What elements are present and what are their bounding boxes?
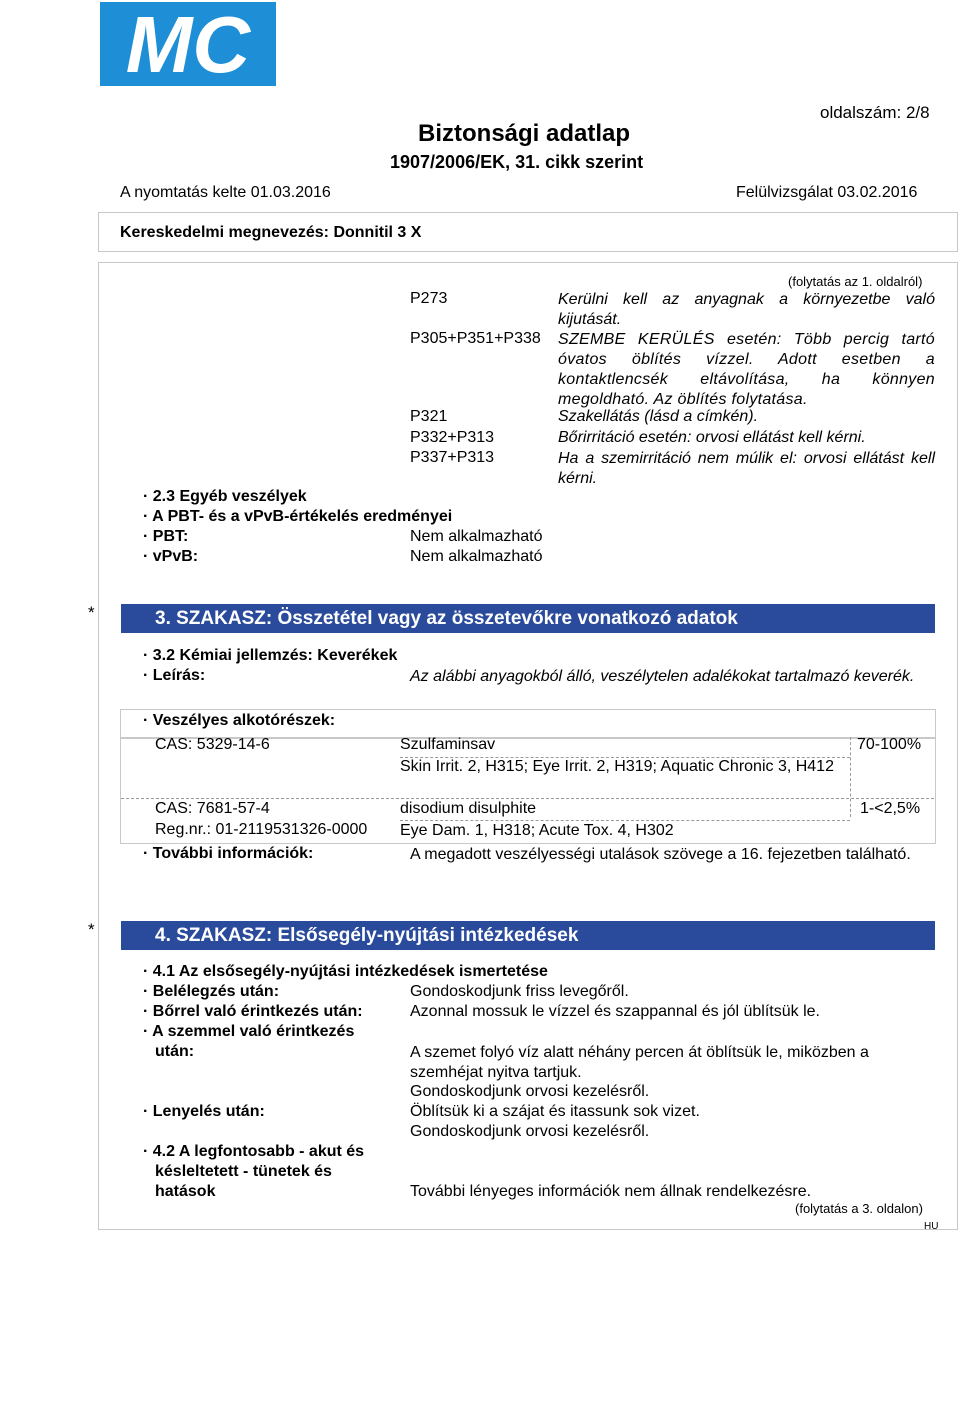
pbt-label: · PBT: [143, 528, 189, 545]
section-4-title: 4. SZAKASZ: Elsősegély-nyújtási intézkedések [121, 921, 935, 950]
inhalation-value: Gondoskodjunk friss levegőről. [410, 983, 629, 1000]
p-text: SZEMBE KERÜLÉS esetén: Több percig tartó óvatos öblítés vízzel. Adott esetben a kontaktlencsék eltávolítása, ha könnyen megoldható. Az öblítés folytatása. [558, 331, 935, 408]
document-subtitle: 1907/2006/EK, 31. cikk szerint [390, 152, 644, 172]
vpvb-label: · vPvB: [143, 548, 199, 565]
document-title: Biztonsági adatlap [418, 120, 631, 147]
table-row-name: Szulfaminsav [400, 736, 496, 753]
eye-value: Gondoskodjunk orvosi kezelésről. [410, 1083, 650, 1100]
pbt-value: Nem alkalmazható [410, 528, 543, 545]
ingestion-value: Öblítsük ki a szájat és itassunk sok vizet. [410, 1103, 700, 1120]
trade-name: Kereskedelmi megnevezés: Donnitil 3 X [120, 224, 422, 241]
more-info-label: · További információk: [143, 845, 314, 862]
table-row-classification: Skin Irrit. 2, H315; Eye Irrit. 2, H319; Aquatic Chronic 3, H412 [400, 758, 834, 775]
p-code: P305+P351+P338 [410, 330, 541, 347]
table-row-cas: CAS: 7681-57-4 [155, 800, 270, 817]
language-code: HU [924, 1221, 939, 1232]
description-value: Az alábbi anyagokból álló, veszélytelen adalékokat tartalmazó keverék. [410, 668, 915, 685]
p-code: P321 [410, 408, 448, 425]
eye-label: után: [155, 1043, 195, 1060]
ingestion-value: Gondoskodjunk orvosi kezelésről. [410, 1123, 650, 1140]
p-code: P273 [410, 290, 448, 307]
table-row-reg: Reg.nr.: 01-2119531326-0000 [155, 821, 368, 838]
inhalation-label: · Belélegzés után: [143, 983, 280, 1000]
first-aid-heading: · 4.1 Az elsősegély-nyújtási intézkedések ismertetése [143, 963, 548, 980]
pbt-heading: · A PBT- és a vPvB-értékelés eredményei [143, 508, 453, 525]
eye-label: · A szemmel való érintkezés [143, 1023, 355, 1040]
eye-value: A szemet folyó víz alatt néhány percen át öblítsük le, miközben a szemhéjat nyitva tartjuk. [410, 1044, 869, 1081]
p-text: Szakellátás (lásd a címkén). [558, 408, 759, 425]
revision-date: Felülvizsgálat 03.02.2016 [736, 184, 918, 201]
vpvb-value: Nem alkalmazható [410, 548, 543, 565]
ingestion-label: · Lenyelés után: [143, 1103, 265, 1120]
table-row-range: 1-<2,5% [860, 800, 921, 817]
p-code: P337+P313 [410, 449, 495, 466]
table-row-cas: CAS: 5329-14-6 [155, 736, 270, 753]
other-hazards-heading: · 2.3 Egyéb veszélyek [143, 488, 307, 505]
dangerous-components-label: · Veszélyes alkotórészek: [143, 712, 336, 729]
p-text: Kerülni kell az anyagnak a környezetbe való kijutását. [558, 291, 935, 328]
changed-marker: * [88, 603, 95, 622]
symptoms-label: hatások [155, 1183, 216, 1200]
table-row-range: 70-100% [857, 736, 922, 753]
chem-characterization: · 3.2 Kémiai jellemzés: Keverékek [143, 647, 398, 664]
continuation-from: (folytatás az 1. oldalról) [788, 274, 923, 289]
section-3-title: 3. SZAKASZ: Összetétel vagy az összetevőkre vonatkozó adatok [121, 604, 935, 633]
changed-marker: * [88, 920, 95, 939]
symptoms-value: További lényeges információk nem állnak rendelkezésre. [410, 1183, 812, 1200]
print-date: A nyomtatás kelte 01.03.2016 [120, 184, 331, 201]
company-logo [100, 2, 276, 86]
more-info-value: A megadott veszélyességi utalások szövege a 16. fejezetben található. [410, 846, 911, 863]
table-row-classification: Eye Dam. 1, H318; Acute Tox. 4, H302 [400, 822, 674, 839]
table-row-name: disodium disulphite [400, 800, 537, 817]
symptoms-label: · 4.2 A legfontosabb - akut és [143, 1143, 365, 1160]
skin-value: Azonnal mossuk le vízzel és szappannal és jól üblítsük le. [410, 1003, 820, 1020]
description-label: · Leírás: [143, 667, 206, 684]
skin-label: · Bőrrel való érintkezés után: [143, 1003, 363, 1020]
page-number: oldalszám: 2/8 [820, 103, 930, 122]
p-code: P332+P313 [410, 429, 495, 446]
p-text: Bőrirritáció esetén: orvosi ellátást kell kérni. [558, 429, 866, 446]
symptoms-label: késleltetett - tünetek és [155, 1163, 332, 1180]
svg-text:MC: MC [125, 2, 251, 86]
continued-on: (folytatás a 3. oldalon) [795, 1201, 923, 1216]
p-text: Ha a szemirritáció nem múlik el: orvosi ellátást kell kérni. [558, 450, 935, 487]
